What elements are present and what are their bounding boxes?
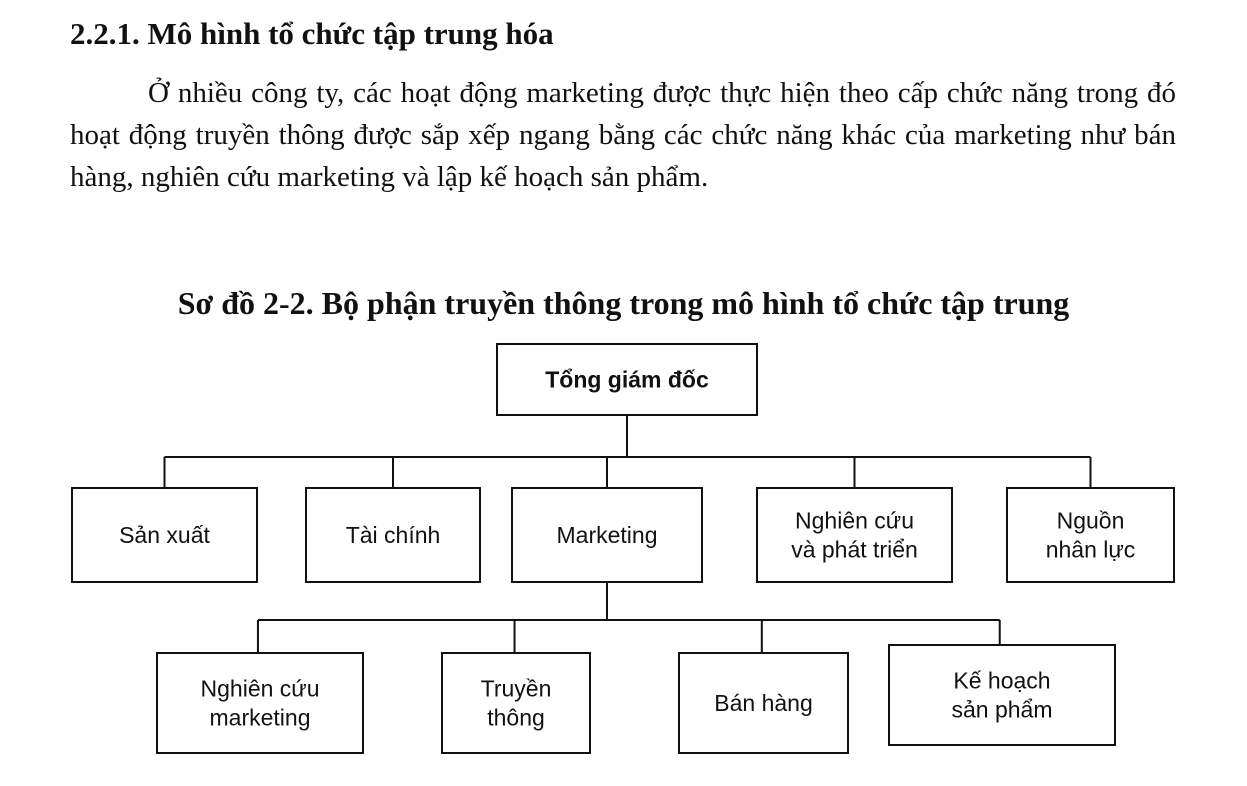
node-nghien-cuu-phat-trien: [757, 488, 952, 582]
node-ke-hoach-san-pham: [889, 645, 1115, 745]
node-ke-hoach-san-pham-label: Kế hoạch: [953, 667, 1051, 694]
node-truyen-thong-box: [442, 653, 590, 753]
node-ke-hoach-san-pham-box: [889, 645, 1115, 745]
node-ke-hoach-san-pham-label: sản phẩm: [951, 696, 1053, 723]
node-truyen-thong-label: Truyền: [480, 675, 552, 702]
node-root: [497, 344, 757, 415]
node-san-xuat: [72, 488, 257, 582]
node-truyen-thong: [442, 653, 590, 753]
node-truyen-thong-label: thông: [487, 704, 545, 731]
node-nguon-nhan-luc-label: nhân lực: [1045, 536, 1136, 563]
node-nghien-cuu-marketing-label: Nghiên cứu: [200, 675, 320, 702]
node-ban-hang: [679, 653, 848, 753]
node-nghien-cuu-marketing: [157, 653, 363, 753]
node-nguon-nhan-luc-label: Nguồn: [1056, 507, 1125, 534]
node-nguon-nhan-luc-box: [1007, 488, 1174, 582]
node-nghien-cuu-marketing-box: [157, 653, 363, 753]
node-san-xuat-label: Sản xuất: [119, 522, 210, 548]
org-chart-nodes: [72, 344, 1174, 753]
node-tai-chinh-label: Tài chính: [345, 522, 441, 548]
node-nguon-nhan-luc: [1007, 488, 1174, 582]
node-nghien-cuu-marketing-label: marketing: [209, 704, 311, 731]
node-root-label: Tổng giám đốc: [545, 366, 709, 393]
paragraph-text: Ở nhiều công ty, các hoạt động marketing được thực hiện theo cấp chức năng trong đó hoạt động truyền thông được sắp xếp ngang bằng các chức năng khác của marketing như bán hàng, nghiên cứu marketing và lập kế hoạch sản phẩm.: [70, 77, 1176, 193]
node-marketing: [512, 488, 702, 582]
node-ban-hang-label: Bán hàng: [714, 690, 813, 716]
node-marketing-label: Marketing: [556, 522, 658, 548]
node-nghien-cuu-phat-trien-label: và phát triển: [791, 536, 918, 563]
node-tai-chinh: [306, 488, 480, 582]
section-heading: 2.2.1. Mô hình tổ chức tập trung hóa: [70, 16, 554, 51]
node-nghien-cuu-phat-trien-box: [757, 488, 952, 582]
node-nghien-cuu-phat-trien-label: Nghiên cứu: [795, 507, 914, 534]
figure-caption: Sơ đồ 2-2. Bộ phận truyền thông trong mô hình tổ chức tập trung: [177, 285, 1070, 321]
